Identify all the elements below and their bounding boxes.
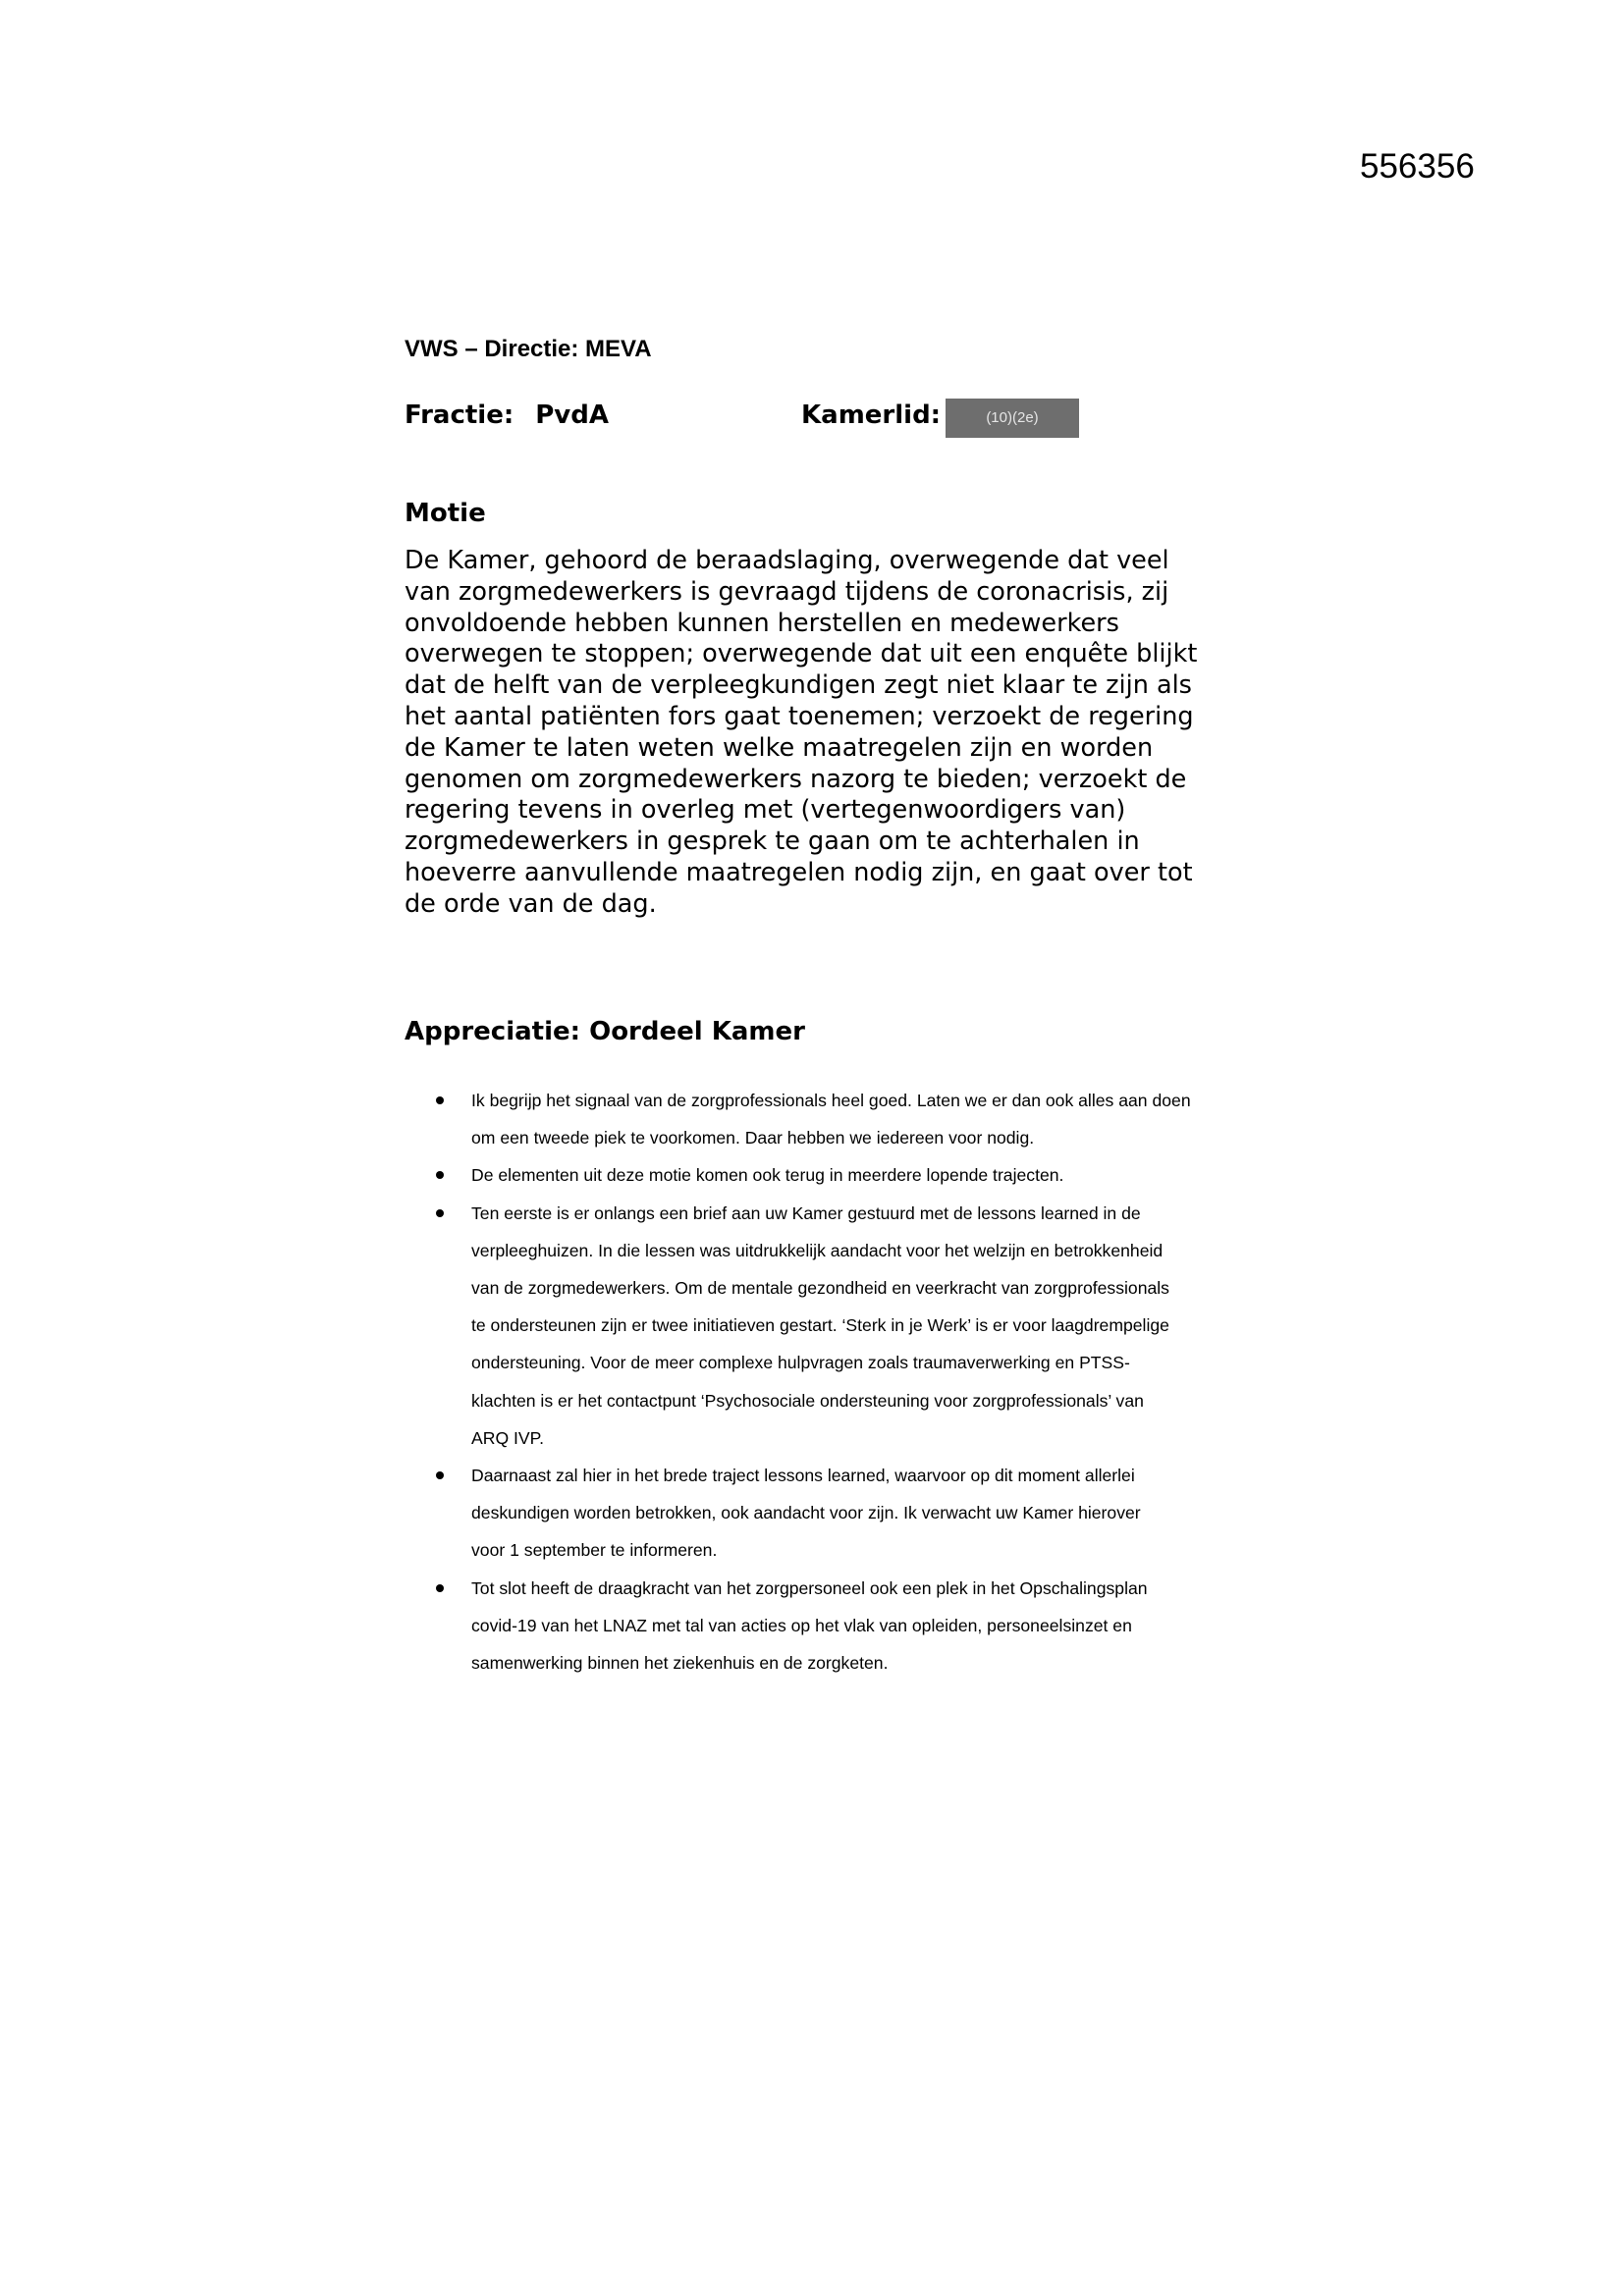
bullet-line: ondersteuning. Voor de meer complexe hulpvragen zoals traumaverwerking en PTSS-	[471, 1353, 1130, 1373]
motie-line: zorgmedewerkers in gesprek te gaan om te achterhalen in	[405, 827, 1140, 857]
bullet-line: Tot slot heeft de draagkracht van het zorgpersoneel ook een plek in het Opschalingsplan	[471, 1577, 1148, 1598]
fractie-value: PvdA	[535, 400, 609, 430]
fractie-label: Fractie:	[405, 400, 514, 430]
motie-line: regering tevens in overleg met (vertegenwoordigers van)	[405, 795, 1126, 826]
bullet-item	[0, 1570, 1624, 1682]
bullet-item	[0, 1082, 1624, 1156]
motie-line: de orde van de dag.	[405, 888, 657, 919]
bullet-line: klachten is er het contactpunt ‘Psychosociale ondersteuning voor zorgprofessionals’ van	[471, 1390, 1144, 1411]
bullet-line: Ik begrijp het signaal van de zorgprofessionals heel goed. Laten we er dan ook alles aan doen	[471, 1091, 1191, 1110]
document-number: 556356	[1360, 147, 1475, 186]
bullet-line: samenwerking binnen het ziekenhuis en de zorgketen.	[471, 1653, 889, 1674]
motie-line: van zorgmedewerkers is gevraagd tijdens de coronacrisis, zij	[405, 576, 1169, 607]
appreciatie-bullet-list	[0, 1082, 1624, 1682]
bullet-line: om een tweede piek te voorkomen. Daar hebben we iedereen voor nodig.	[471, 1128, 1035, 1148]
bullet-line: van de zorgmedewerkers. Om de mentale gezondheid en veerkracht van zorgprofessionals	[471, 1278, 1169, 1299]
bullet-line: Ten eerste is er onlangs een brief aan uw Kamer gestuurd met de lessons learned in de	[471, 1202, 1141, 1223]
bullet-icon	[436, 1584, 444, 1592]
bullet-item	[0, 1156, 1624, 1194]
motie-line: het aantal patiënten fors gaat toenemen; verzoekt de regering	[405, 701, 1194, 731]
motie-line: dat de helft van de verpleegkundigen zegt niet klaar te zijn als	[405, 670, 1192, 701]
motie-line: overwegen te stoppen; overwegende dat uit een enquête blijkt	[405, 639, 1198, 669]
bullet-line: ARQ IVP.	[471, 1427, 544, 1448]
motie-line: de Kamer te laten weten welke maatregelen zijn en worden	[405, 732, 1154, 763]
motie-text	[405, 546, 1249, 921]
directie-line: VWS – Directie: MEVA	[405, 336, 652, 362]
kamerlid-redaction-box: (10)(2e)	[946, 399, 1079, 438]
bullet-icon	[436, 1096, 444, 1104]
bullet-line: verpleeghuizen. In die lessen was uitdrukkelijk aandacht voor het welzijn en betrokkenheid	[471, 1240, 1164, 1260]
motie-line: genomen om zorgmedewerkers nazorg te bieden; verzoekt de	[405, 764, 1187, 794]
bullet-line: Daarnaast zal hier in het brede traject lessons learned, waarvoor op dit moment allerlei	[471, 1466, 1135, 1486]
bullet-line: deskundigen worden betrokken, ook aandacht voor zijn. Ik verwacht uw Kamer hierover	[471, 1503, 1141, 1523]
bullet-icon	[436, 1471, 444, 1479]
bullet-item	[0, 1457, 1624, 1570]
bullet-icon	[436, 1209, 444, 1217]
bullet-icon	[436, 1171, 444, 1179]
motie-line: De Kamer, gehoord de beraadslaging, overwegende dat veel	[405, 546, 1169, 575]
motie-line: hoeverre aanvullende maatregelen nodig zijn, en gaat over tot	[405, 857, 1193, 887]
bullet-item	[0, 1195, 1624, 1457]
motie-heading: Motie	[405, 499, 486, 528]
bullet-line: De elementen uit deze motie komen ook terug in meerdere lopende trajecten.	[471, 1165, 1064, 1186]
bullet-line: voor 1 september te informeren.	[471, 1540, 718, 1561]
fractie-line	[405, 402, 609, 428]
appreciatie-heading: Appreciatie: Oordeel Kamer	[405, 1017, 805, 1046]
bullet-line: te ondersteunen zijn er twee initiatieven gestart. ‘Sterk in je Werk’ is er voor laagdrempelige	[471, 1315, 1169, 1336]
motie-line: onvoldoende hebben kunnen herstellen en medewerkers	[405, 608, 1119, 638]
kamerlid-label: Kamerlid:	[801, 400, 942, 430]
bullet-line: covid-19 van het LNAZ met tal van acties op het vlak van opleiden, personeelsinzet en	[471, 1615, 1132, 1635]
